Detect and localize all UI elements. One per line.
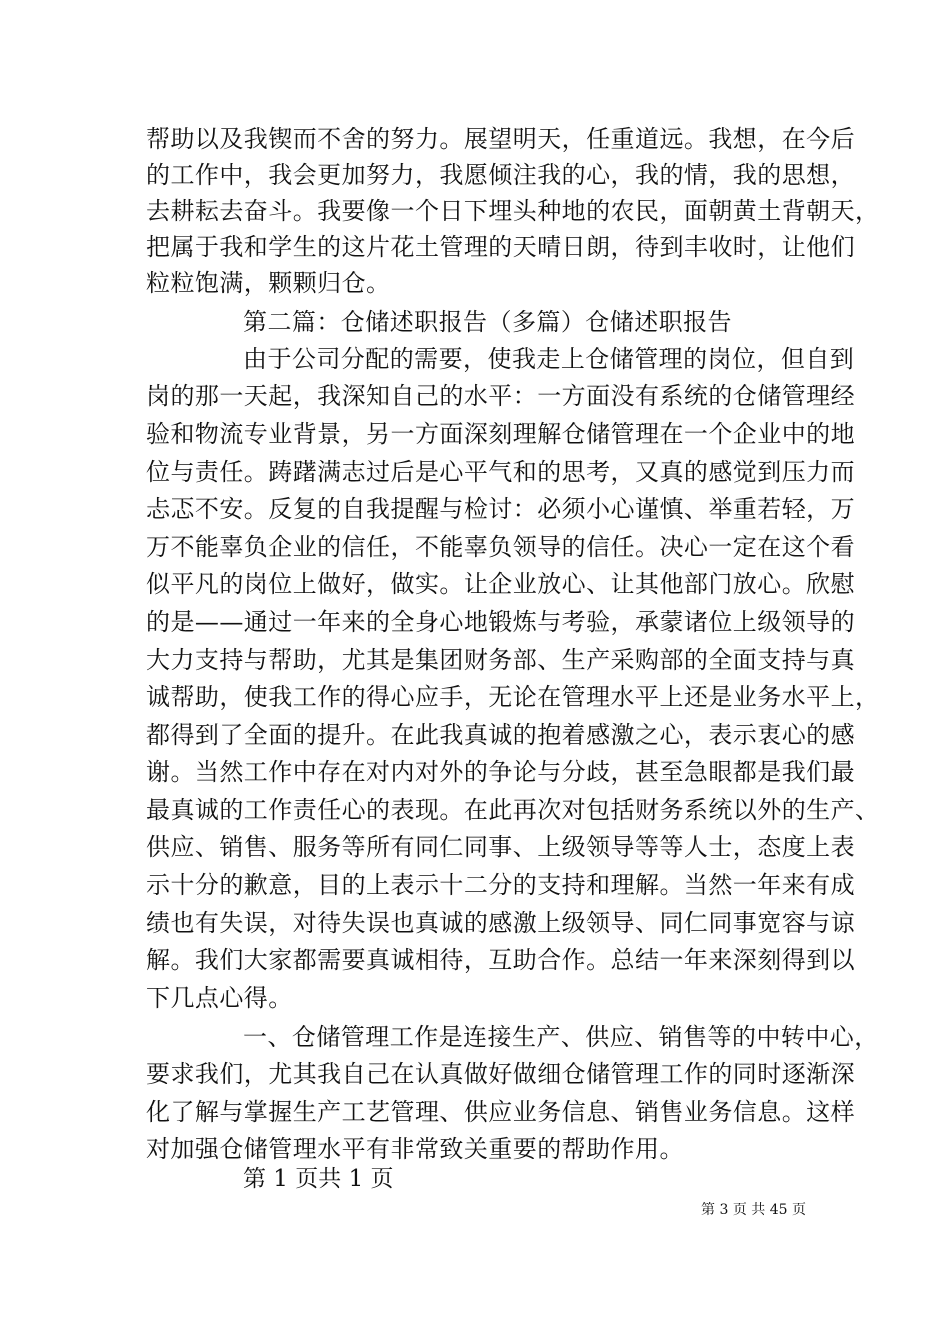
page-footer: 第 3 页 共 45 页 <box>701 1202 806 1218</box>
text-line-12: 万不能辜负企业的信任，不能辜负领导的信任。决心一定在这个看 <box>146 533 856 561</box>
text-line-23: 解。我们大家都需要真诚相待，互助合作。总结一年来深刻得到以 <box>146 946 856 974</box>
text-line-13: 似平凡的岗位上做好，做实。让企业放心、让其他部门放心。欣慰 <box>146 570 856 598</box>
text-line-21: 示十分的歉意，目的上表示十二分的支持和理解。当然一年来有成 <box>146 871 856 899</box>
text-line-5: 粒粒饱满，颗颗归仓。 <box>146 269 391 297</box>
text-line-27: 化了解与掌握生产工艺管理、供应业务信息、销售业务信息。这样 <box>146 1098 856 1126</box>
text-line-10: 位与责任。踌躇满志过后是心平气和的思考，又真的感觉到压力而 <box>146 458 856 486</box>
text-line-16: 诚帮助，使我工作的得心应手，无论在管理水平上还是业务水平上， <box>146 683 880 711</box>
text-line-11: 忐忑不安。反复的自我提醒与检讨：必须小心谨慎、举重若轻，万 <box>146 495 856 523</box>
text-line-22: 绩也有失误，对待失误也真诚的感激上级领导、同仁同事宽容与谅 <box>146 909 856 937</box>
text-line-1: 帮助以及我锲而不舍的努力。展望明天，任重道远。我想，在今后 <box>146 125 856 153</box>
text-line-19: 最真诚的工作责任心的表现。在此再次对包括财务系统以外的生产、 <box>146 796 880 824</box>
text-line-8: 岗的那一天起，我深知自己的水平：一方面没有系统的仓储管理经 <box>146 382 856 410</box>
inline-page-marker: 第 1 页共 1 页 <box>243 1166 394 1192</box>
text-line-9: 验和物流专业背景，另一方面深刻理解仓储管理在一个企业中的地 <box>146 420 856 448</box>
text-line-15: 大力支持与帮助，尤其是集团财务部、生产采购部的全面支持与真 <box>146 646 856 674</box>
text-line-2: 的工作中，我会更加努力，我愿倾注我的心，我的情，我的思想， <box>146 161 856 189</box>
paragraph-3-first-line: 一、仓储管理工作是连接生产、供应、销售等的中转中心， <box>243 1023 879 1051</box>
text-line-28: 对加强仓储管理水平有非常致关重要的帮助作用。 <box>146 1135 684 1163</box>
text-line-3: 去耕耘去奋斗。我要像一个日下埋头种地的农民，面朝黄土背朝天， <box>146 197 880 225</box>
paragraph-2-first-line: 由于公司分配的需要，使我走上仓储管理的岗位，但自到 <box>243 345 855 373</box>
text-line-26: 要求我们，尤其我自己在认真做好做细仓储管理工作的同时逐渐深 <box>146 1060 856 1088</box>
text-line-17: 都得到了全面的提升。在此我真诚的抱着感激之心，表示衷心的感 <box>146 721 856 749</box>
section-heading: 第二篇：仓储述职报告（多篇）仓储述职报告 <box>243 308 732 336</box>
text-line-14: 的是——通过一年来的全身心地锻炼与考验，承蒙诸位上级领导的 <box>146 608 856 636</box>
text-line-18: 谢。当然工作中存在对内对外的争论与分歧，甚至急眼都是我们最 <box>146 758 856 786</box>
text-line-20: 供应、销售、服务等所有同仁同事、上级领导等等人士，态度上表 <box>146 833 856 861</box>
text-line-4: 把属于我和学生的这片花土管理的天晴日朗，待到丰收时，让他们 <box>146 233 856 261</box>
text-line-24: 下几点心得。 <box>146 984 293 1012</box>
